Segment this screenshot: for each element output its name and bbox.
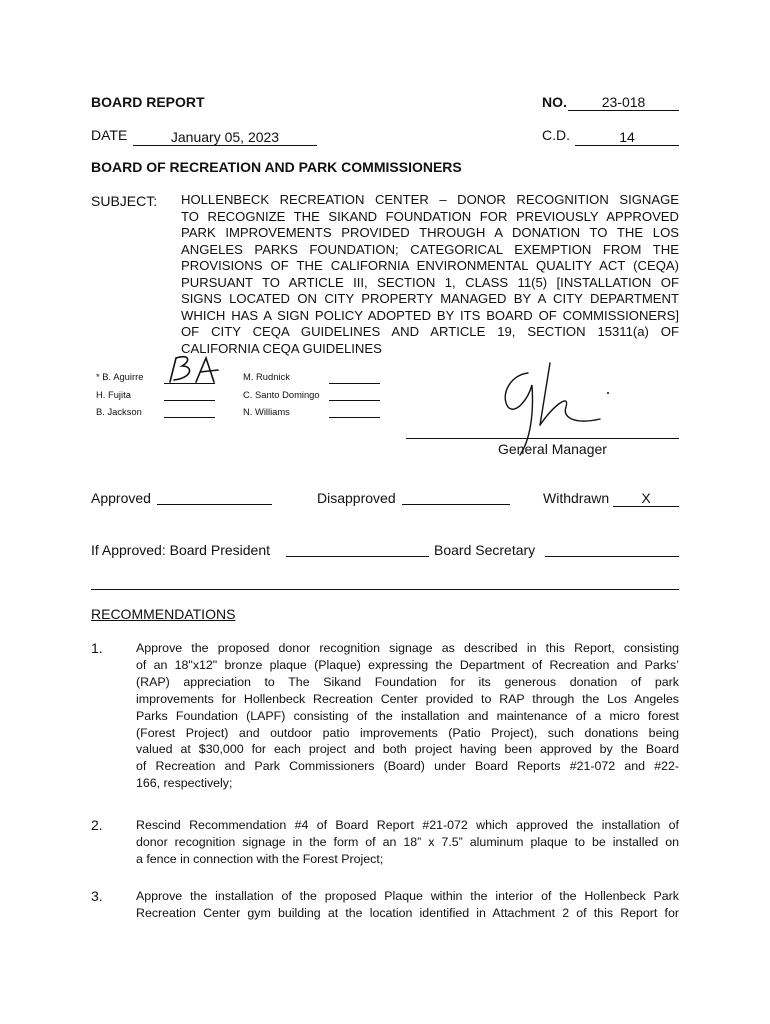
signature-title: General Manager <box>498 441 607 457</box>
disapproved-line <box>402 504 510 505</box>
recommendation-line: valued at $30,000 for each project and both project having been approved by the Board <box>136 742 679 757</box>
recommendation-line: Parks Foundation (LAPF) consisting of the installation and maintenance of a micro forest <box>136 708 679 723</box>
board-president-label: If Approved: Board President <box>91 542 270 558</box>
commissioner-name: M. Rudnick <box>243 371 290 382</box>
commissioner-name: B. Jackson <box>96 406 142 417</box>
recommendation-line: of Recreation and Park Commissioners (Board) under Board Reports #21-072 and #22- <box>136 759 679 774</box>
date-value: January 05, 2023 <box>133 129 317 146</box>
recommendation-line: (Forest Project) and outdoor patio improvements (Patio Project), such donations being <box>136 725 679 740</box>
subject-line: PARK IMPROVEMENTS PROVIDED THROUGH A DONATION TO THE LOS <box>181 225 679 240</box>
board-president-line <box>286 556 429 557</box>
initial-line <box>329 400 380 401</box>
recommendation-line: Recreation Center gym building at the location identified in Attachment 2 of this Report for <box>136 905 679 920</box>
recommendation-item <box>136 817 679 868</box>
commissioner-name: N. Williams <box>243 406 290 417</box>
withdrawn-mark: X <box>613 490 679 507</box>
commissioner-name: C. Santo Domingo <box>243 389 320 400</box>
council-district-label: C.D. <box>542 127 570 143</box>
subject-line: ANGELES PARKS FOUNDATION; CATEGORICAL EXEMPTION FROM THE <box>181 241 679 257</box>
recommendation-line: Approve the proposed donor recognition signage as described in this Report, consisting <box>136 641 679 655</box>
initial-line <box>329 417 380 418</box>
recommendation-item <box>136 640 679 792</box>
recommendation-line: Rescind Recommendation #4 of Board Report #21-072 which approved the installation of <box>136 818 679 832</box>
recommendation-line: 166, respectively; <box>136 776 233 791</box>
subject-line: TO RECOGNIZE THE SIKAND FOUNDATION FOR PREVIOUSLY APPROVED <box>181 208 679 224</box>
disapproved-label: Disapproved <box>317 490 396 506</box>
subject-line: CALIFORNIA CEQA GUIDELINES <box>181 340 382 356</box>
recommendation-line: (RAP) appreciation to The Sikand Foundation for its generous donation of park <box>136 674 679 689</box>
subject-label: SUBJECT: <box>91 193 158 209</box>
subject-text <box>181 192 679 357</box>
board-secretary-line <box>545 556 679 557</box>
recommendation-number: 2. <box>91 817 103 833</box>
recommendation-number: 3. <box>91 888 103 904</box>
subject-line: PURSUANT TO ARTICLE III, SECTION 1, CLASS 11(5) [INSTALLATION OF <box>181 274 679 290</box>
subject-line: PROVISIONS OF THE CALIFORNIA ENVIRONMENTAL QUALITY ACT (CEQA) <box>181 258 679 273</box>
recommendation-line: improvements for Hollenbeck Recreation Center provided to RAP through the Los Angeles <box>136 691 679 706</box>
recommendation-line: donor recognition signage in the form of an 18” x 7.5” aluminum plaque to be installed on <box>136 834 679 849</box>
recommendation-line: of an 18"x12" bronze plaque (Plaque) expressing the Department of Recreation and Parks’ <box>136 657 679 672</box>
subject-line: OF CITY CEQA GUIDELINES AND ARTICLE 19, SECTION 15311(a) OF <box>181 324 679 339</box>
recommendation-line: a fence in connection with the Forest Project; <box>136 851 384 866</box>
initial-line <box>164 417 215 418</box>
commissioner-initials-signature <box>166 352 226 386</box>
withdrawn-label: Withdrawn <box>543 490 610 506</box>
signature-line <box>406 438 679 439</box>
initial-line <box>164 400 215 401</box>
report-title: BOARD REPORT <box>91 94 205 110</box>
board-name: BOARD OF RECREATION AND PARK COMMISSIONERS <box>91 159 462 175</box>
commissioner-name: H. Fujita <box>96 389 131 400</box>
section-divider <box>91 589 679 590</box>
council-district-value: 14 <box>575 129 679 146</box>
recommendation-number: 1. <box>91 640 103 656</box>
date-label: DATE <box>91 127 128 143</box>
recommendation-item <box>136 888 679 922</box>
subject-line: SIGNS LOCATED ON CITY PROPERTY MANAGED BY A CITY DEPARTMENT <box>181 291 679 306</box>
board-secretary-label: Board Secretary <box>434 542 536 558</box>
approved-line <box>157 504 272 505</box>
commissioner-name: * B. Aguirre <box>96 371 144 382</box>
recommendation-line: Approve the installation of the proposed Plaque within the interior of the Hollenbeck Park <box>136 889 679 903</box>
report-number-value: 23-018 <box>568 94 679 111</box>
approved-label: Approved <box>91 490 151 506</box>
recommendations-heading: RECOMMENDATIONS <box>91 606 236 622</box>
report-number-label: NO. <box>542 94 567 110</box>
initial-line <box>329 383 380 384</box>
subject-line: WHICH HAS A SIGN POLICY ADOPTED BY ITS BOARD OF COMMISSIONERS] <box>181 307 679 323</box>
subject-line: HOLLENBECK RECREATION CENTER – DONOR RECOGNITION SIGNAGE <box>181 192 679 207</box>
